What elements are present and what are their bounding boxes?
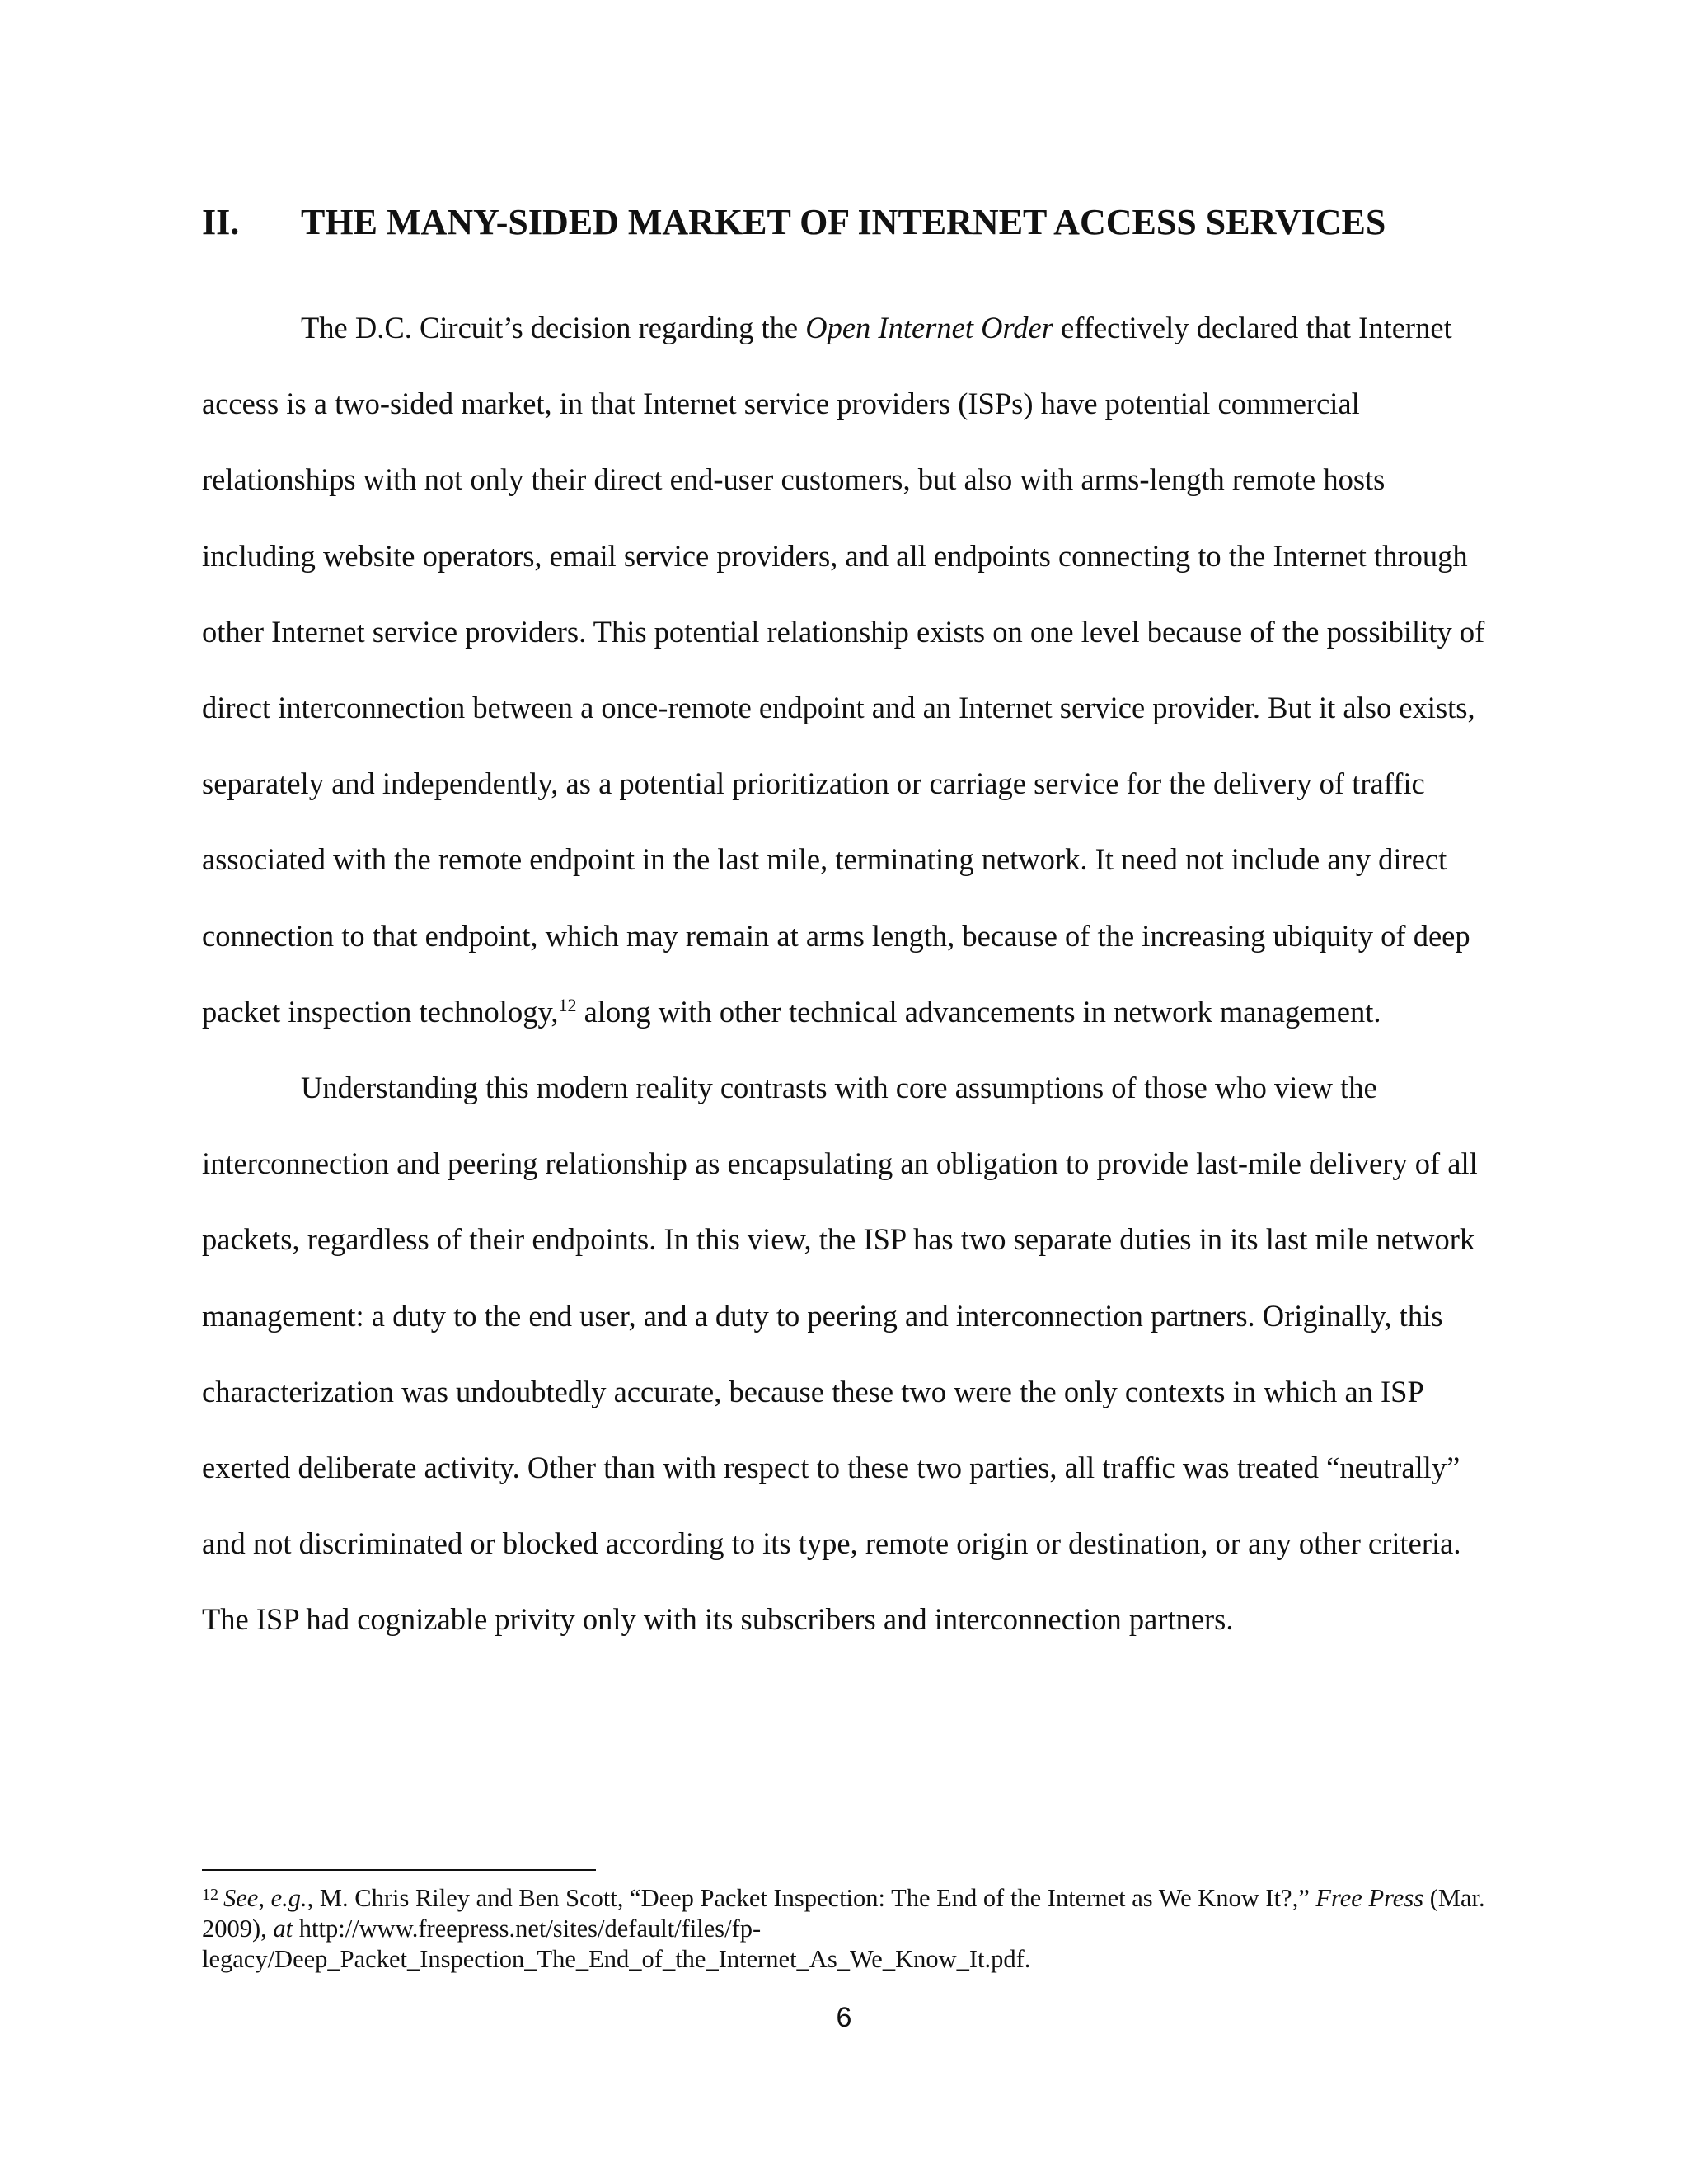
paragraph-1-text-a: The D.C. Circuit’s decision regarding the (301, 311, 806, 344)
case-title-italic: Open Internet Order (805, 311, 1053, 344)
section-title: THE MANY-SIDED MARKET OF INTERNET ACCESS SERVICES (301, 202, 1386, 242)
footnote-reference[interactable]: 12 (558, 994, 577, 1015)
footnote-text-b: (Mar. 2009), (202, 1884, 1485, 1943)
paragraph-1-text-b: effectively declared that Internet access is a two-sided market, in that Internet service providers (ISPs) have potential commercial relationships with not only their direct end-user customers, but also with arms-length remote hosts including website operators, email service providers, and all endpoints connecting to the Internet through other Internet service providers. This potential relationship exists on one level because of the possibility of direct interconnection between a once-remote endpoint and an Internet service provider. But it also exists, separately and independently, as a potential prioritization or carriage service for the delivery of traffic associated with the remote endpoint in the last mile, terminating network. It need not include any direct connection to that endpoint, which may remain at arms length, because of the increasing ubiquity of deep packet inspection technology, (202, 311, 1485, 1029)
paragraph-1-text-c: along with other technical advancements in network management. (576, 994, 1381, 1029)
footnote-url[interactable]: http://www.freepress.net/sites/default/files/fp-legacy/Deep_Packet_Inspection_The_End_of_the_Internet_As_We_Know_It.pdf. (202, 1915, 1031, 1973)
section-heading (202, 199, 1521, 246)
footnote-number: 12 (202, 1886, 218, 1904)
section-number: II. (202, 202, 240, 242)
page-number: 6 (836, 2002, 852, 2033)
footnote-12 (202, 1883, 1496, 1975)
paragraph-2: Understanding this modern reality contrasts with core assumptions of those who view the interconnection and peering relationship as encapsulating an obligation to provide last-mile delivery of all packets, regardless of their endpoints. In this view, the ISP has two separate duties in its last mile network management: a duty to the end user, and a duty to peering and interconnection partners. Originally, this characterization was undoubtedly accurate, because these two were the only contexts in which an ISP exerted deliberate activity. Other than with respect to these two parties, all traffic was treated “neutrally” and not discriminated or blocked according to its type, remote origin or destination, or any other criteria. The ISP had cognizable privity only with its subscribers and interconnection partners. (202, 1071, 1478, 1637)
body-text (202, 290, 1496, 1658)
paragraph-1 (202, 290, 1496, 1050)
footnote-publication: Free Press (1315, 1884, 1424, 1912)
footnote-at: at (273, 1915, 293, 1943)
footnote-text-a: , M. Chris Riley and Ben Scott, “Deep Packet Inspection: The End of the Internet as We Know It?,” (307, 1884, 1316, 1912)
footnote-signal: See, e.g. (223, 1884, 307, 1912)
footnote-divider (202, 1869, 596, 1871)
